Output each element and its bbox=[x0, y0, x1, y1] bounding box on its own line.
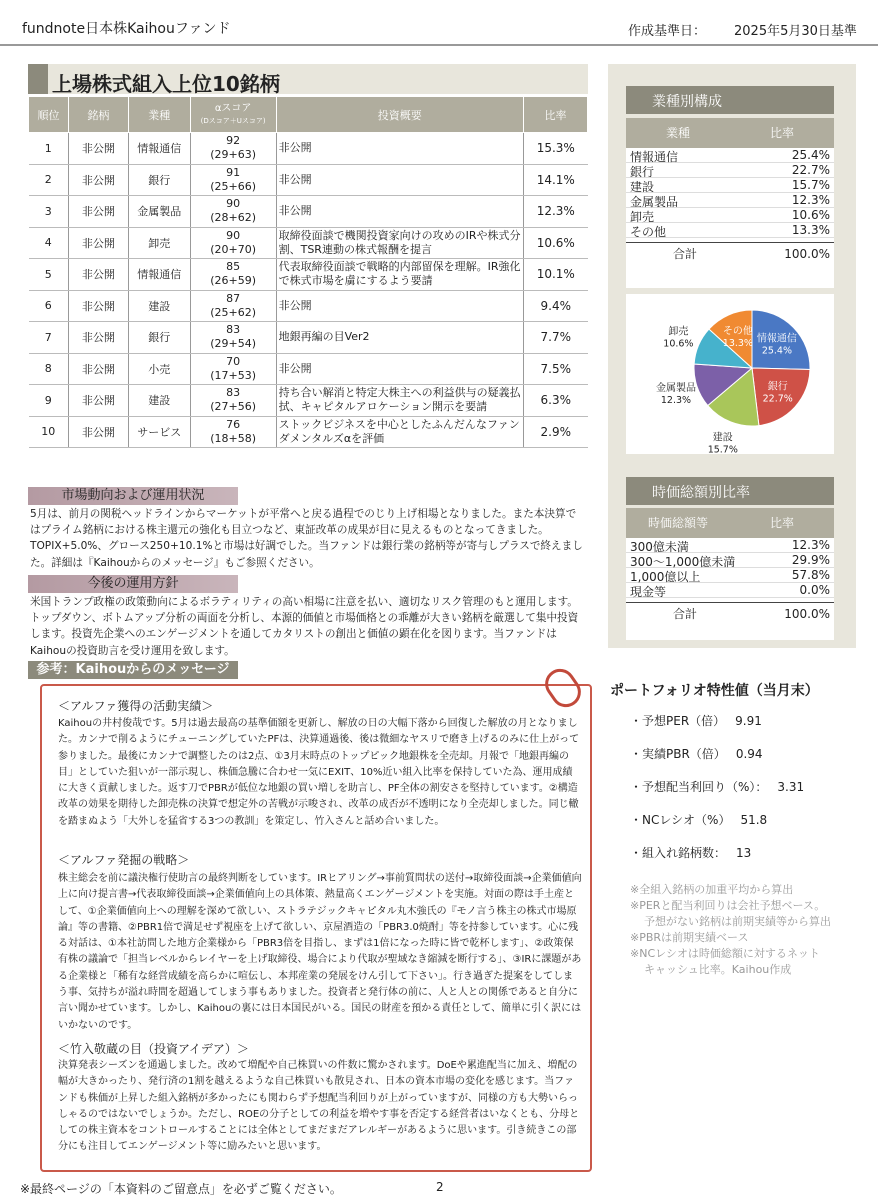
cell-sector: 建設 bbox=[128, 385, 190, 417]
cell-summary: 非公開 bbox=[276, 196, 523, 228]
cell-rank: 10 bbox=[29, 416, 69, 448]
cell-rank: 3 bbox=[29, 196, 69, 228]
score-total: 92 bbox=[226, 134, 241, 148]
cell-rank: 6 bbox=[29, 290, 69, 322]
portfolio-item-label: ・組入れ銘柄数： bbox=[630, 846, 727, 860]
cell-rank: 5 bbox=[29, 259, 69, 291]
cell-ratio: 7.5% bbox=[524, 353, 588, 385]
message-s2-text: 株主総会を前に議決権行使助言の最終判断をしています。IRヒアリング→事前質問状の送付→取締役面談→企業価値向上に向け提言書→代表取締役面談→企業価値向上の具体策、熱量高くエンゲージメントを実施。対面の際は手土産として、①企業価値向上への理解を深めて欲しい、ストラテジックキャピタル丸木強氏の『モノ言う株主の株式市場原論』等の書籍、②PBR1倍で満足せず視座を上げて欲しい、京屋酒造の「PBR3.0焼酎」等を持参しています。心に残る対話は、①本社訪問した地方企業様から「PBR3倍を目指し、まずは1倍になった時に皆で乾杯します」、②政策保有株の議論で「担当レベルからレイヤーを上げ取締役、場合により代取が聖域なき縮減を断行する」、③IRに課題がある企業様と「稀有な経営成績を高らかに喧伝し、本邦産業の発展をけん引して下さい」。行き過ぎた提案をしてしまう事、気持ちが溢れ時間を超過してしまう事もありました。投資者と発行体の前に、人と人との関係であると自分に言い聞かせています。しかし、Kaihouの裏には日本国民がいる。国民の財産を預かる責任として、簡単に引く訳にはいかないのです。 bbox=[58, 873, 582, 1031]
sector-row bbox=[626, 193, 834, 208]
sector-row bbox=[626, 148, 834, 163]
col-ratio: 比率 bbox=[524, 97, 588, 133]
mcap-title: 時価総額別比率 bbox=[652, 485, 750, 501]
portfolio-note: ※全組入銘柄の加重平均から算出 bbox=[630, 883, 794, 896]
message-s1-text: Kaihouの井村俊哉です。5月は過去最高の基準価額を更新し、解放の日の大幅下落から回復した解放の月となりました。カンナで削るようにチューニングしていたPFは、決算通過後、後は微細なヤスリで磨き上げるのみに仕上がって参りました。最後にカンナで調整したのは2点、①3月末時点のトップピック地銀株を全売却。月報で「地銀再編の目」としていた狙いが一部示現し、株価急騰に合わせ一気にEXIT、10%近い組入比率を保持していた為、運用成績に大きく貢献しました。返す刀でPBRが低位な地銀の買い増しを助言し、PF全体の割安さを堅持しています。②構造改革の効果を期待した卸売株の決算で想定外の苦戦が示唆され、改革の成否が不透明になり全売却しました。同じ轍を踏まぬよう「大外しを猛省する3つの教訓」を策定し、竹入さんと話め合いました。 bbox=[58, 718, 580, 827]
sector-row-name: 情報通信 bbox=[630, 150, 679, 164]
top10-title: 上場株式組入上位10銘柄 bbox=[52, 72, 280, 96]
cell-ratio: 15.3% bbox=[524, 133, 588, 165]
sector-row bbox=[626, 223, 834, 238]
sector-row-ratio: 13.3% bbox=[791, 223, 830, 237]
cell-name: 非公開 bbox=[68, 227, 128, 259]
score-breakdown: (27+56) bbox=[210, 400, 257, 414]
mcap-row bbox=[626, 568, 834, 583]
mcap-table-head bbox=[626, 508, 834, 538]
pie-category-label: 卸売 bbox=[668, 326, 689, 338]
portfolio-note: 予想がない銘柄は前期実績等から算出 bbox=[644, 915, 831, 928]
cell-name: 非公開 bbox=[68, 133, 128, 165]
mcap-row-ratio: 57.8% bbox=[791, 568, 830, 582]
page-number: 2 bbox=[436, 1180, 444, 1194]
sector-rows bbox=[626, 148, 834, 238]
cell-ratio: 10.1% bbox=[524, 259, 588, 291]
col-name: 銘柄 bbox=[68, 97, 128, 133]
cell-ratio: 10.6% bbox=[524, 227, 588, 259]
message-s2-title: ＜アルファ発掘の戦略＞ bbox=[58, 853, 190, 867]
portfolio-item-label: ・NCレシオ（%） bbox=[630, 813, 731, 827]
mcap-col-ratio: 比率 bbox=[769, 516, 794, 530]
mcap-total-row bbox=[626, 602, 834, 624]
cell-score bbox=[190, 164, 276, 196]
portfolio-item-label: ・予想配当利回り（%）： bbox=[630, 780, 768, 794]
portfolio-note: キャッシュ比率。Kaihou作成 bbox=[644, 963, 792, 976]
portfolio-item-value: 51.8 bbox=[740, 813, 768, 827]
score-breakdown: (20+70) bbox=[210, 242, 257, 256]
cell-ratio: 2.9% bbox=[524, 416, 588, 448]
portfolio-title: ポートフォリオ特性値（当月末） bbox=[610, 683, 819, 699]
market-label: 市場動向および運用状況 bbox=[28, 487, 238, 505]
cell-rank: 4 bbox=[29, 227, 69, 259]
date-value: 2025年5月30日基準 bbox=[734, 24, 857, 39]
cell-name: 非公開 bbox=[68, 290, 128, 322]
sector-row-ratio: 12.3% bbox=[791, 193, 830, 207]
pie-category-label: 建設 bbox=[712, 432, 733, 444]
score-total: 76 bbox=[226, 417, 241, 431]
cell-name: 非公開 bbox=[68, 416, 128, 448]
mcap-total-label: 合計 bbox=[672, 607, 697, 621]
sector-total-label: 合計 bbox=[672, 247, 697, 261]
col-alpha-label: αスコア bbox=[214, 102, 252, 114]
cell-name: 非公開 bbox=[68, 164, 128, 196]
cell-name: 非公開 bbox=[68, 322, 128, 354]
date-label: 作成基準日： bbox=[628, 24, 707, 39]
score-total: 83 bbox=[226, 323, 241, 337]
portfolio-item-value: 3.31 bbox=[777, 780, 805, 794]
score-total: 83 bbox=[226, 386, 241, 400]
score-total: 90 bbox=[226, 228, 241, 242]
pie-value-label: 12.3% bbox=[660, 394, 692, 406]
cell-summary: 地銀再編の目Ver2 bbox=[276, 322, 523, 354]
sector-total-value: 100.0% bbox=[784, 247, 830, 261]
mcap-total-value: 100.0% bbox=[784, 607, 830, 621]
top10-row bbox=[29, 290, 588, 322]
cell-rank: 9 bbox=[29, 385, 69, 417]
score-breakdown: (25+62) bbox=[210, 305, 257, 319]
score-breakdown: (18+58) bbox=[210, 431, 257, 445]
score-total: 90 bbox=[226, 197, 241, 211]
cell-name: 非公開 bbox=[68, 196, 128, 228]
cell-rank: 7 bbox=[29, 322, 69, 354]
portfolio-note: ※PERと配当利回りは会社予想ベース。 bbox=[630, 899, 826, 912]
pie-value-label: 22.7% bbox=[762, 393, 793, 405]
cell-name: 非公開 bbox=[68, 353, 128, 385]
top10-row bbox=[29, 259, 588, 291]
cell-sector: 卸売 bbox=[128, 227, 190, 259]
cell-summary: 非公開 bbox=[276, 353, 523, 385]
top10-row bbox=[29, 196, 588, 228]
cell-summary: 非公開 bbox=[276, 164, 523, 196]
cell-ratio: 7.7% bbox=[524, 322, 588, 354]
cell-score bbox=[190, 322, 276, 354]
cell-ratio: 9.4% bbox=[524, 290, 588, 322]
portfolio-item bbox=[630, 811, 767, 828]
cell-ratio: 6.3% bbox=[524, 385, 588, 417]
cell-ratio: 12.3% bbox=[524, 196, 588, 228]
message-s3-text: 決算発表シーズンを通過しました。改めて増配や自己株買いの件数に驚かされます。DoEや累進配当に加え、増配の幅が大きかったり、発行済の1割を越えるような自己株買いも散見され、日本の資本市場の変化を感じます。当ファンドも株価が上昇した組入銘柄が多かったにも関わらず予想配当利回りが上がっていますが、同様の方も大勢いらっしゃるのではないでしょうか。ただし、ROEの分子としての利益を増やす事を否定する経営者はいなくとも、分母としての株主資本をコントロールすることには全体としてまだまだアレルギーがあるように思います。引き続きこの部分にも注目してエンゲージメント等に励みたいと思います。 bbox=[58, 1060, 580, 1153]
pie-category-label: その他 bbox=[722, 326, 753, 338]
cell-sector: 金属製品 bbox=[128, 196, 190, 228]
cell-score bbox=[190, 353, 276, 385]
cell-score bbox=[190, 196, 276, 228]
mcap-rows bbox=[626, 538, 834, 598]
col-alpha bbox=[190, 97, 276, 133]
cell-score bbox=[190, 385, 276, 417]
portfolio-item-label: ・予想PER（倍） bbox=[630, 714, 726, 728]
top10-row bbox=[29, 385, 588, 417]
sector-row-ratio: 10.6% bbox=[791, 208, 830, 222]
cell-score bbox=[190, 133, 276, 165]
pie-category-label: 金属製品 bbox=[655, 382, 696, 394]
cell-score bbox=[190, 227, 276, 259]
portfolio-notes bbox=[630, 882, 870, 978]
score-breakdown: (25+66) bbox=[210, 179, 257, 193]
cell-summary: 代表取締役面談で戦略的内部留保を理解。IR強化で株式市場を虜にするよう要請 bbox=[276, 259, 523, 291]
portfolio-item-label: ・実績PBR（倍） bbox=[630, 747, 726, 761]
score-total: 91 bbox=[226, 165, 241, 179]
sector-row bbox=[626, 163, 834, 178]
cell-sector: 銀行 bbox=[128, 164, 190, 196]
market-text: 5月は、前月の関税ヘッドラインからマーケットが平常へと戻る過程でのじり上げ相場となりました。また本決算ではプライム銘柄における株主還元の強化も目立つなど、東証改革の成果が目に見えるものとなってきました。TOPIX+5.0%、グロース250+10.1%と市場は好調でした。当ファンドは銀行業の銘柄等が寄与しプラスで終えました。詳細は『Kaihouからのメッセージ』もご参照ください。 bbox=[30, 508, 583, 569]
portfolio-item bbox=[630, 778, 804, 795]
pie-category-label: 情報通信 bbox=[756, 333, 797, 345]
top10-row bbox=[29, 322, 588, 354]
title-accent bbox=[28, 64, 48, 94]
mcap-table bbox=[626, 508, 834, 640]
message-s3-title: ＜竹入敬蔵の目（投資アイデア）＞ bbox=[58, 1042, 249, 1056]
cell-ratio: 14.1% bbox=[524, 164, 588, 196]
sector-row-ratio: 15.7% bbox=[791, 178, 830, 192]
sector-row-name: 銀行 bbox=[630, 165, 655, 179]
portfolio-note: ※NCレシオは時価総額に対するネット bbox=[630, 947, 820, 960]
top10-row bbox=[29, 353, 588, 385]
mcap-row-name: 300億未満 bbox=[630, 540, 689, 554]
sector-row-name: その他 bbox=[630, 225, 667, 239]
pie-svg bbox=[626, 294, 834, 454]
score-breakdown: (17+53) bbox=[210, 368, 257, 382]
cell-score bbox=[190, 416, 276, 448]
sector-row-ratio: 22.7% bbox=[791, 163, 830, 177]
col-rank: 順位 bbox=[29, 97, 69, 133]
mcap-row-ratio: 29.9% bbox=[791, 553, 830, 567]
sector-table bbox=[626, 118, 834, 288]
score-total: 85 bbox=[226, 260, 241, 274]
portfolio-item-value: 13 bbox=[736, 846, 752, 860]
pie-value-label: 10.6% bbox=[663, 338, 694, 350]
mcap-row bbox=[626, 553, 834, 568]
sector-table-head bbox=[626, 118, 834, 148]
sector-row-name: 卸売 bbox=[630, 210, 655, 224]
score-breakdown: (28+62) bbox=[210, 211, 257, 225]
sector-row bbox=[626, 178, 834, 193]
mcap-col-name: 時価総額等 bbox=[647, 516, 708, 530]
sector-pie-chart bbox=[626, 294, 834, 454]
policy-text: 米国トランプ政権の政策動向によるボラティリティの高い相場に注意を払い、適切なリスク管理のもと運用します。トップダウン、ボトムアップ分析の両面を分析し、本源的価値と市場価格との乖離が大きい銘柄を厳選して集中投資します。投資先企業へのエンゲージメントを通してカタリストの創出と価値の顕在化を図ります。当ファンドはKaihouの投資助言を受け運用を致します。 bbox=[30, 596, 579, 657]
score-breakdown: (29+63) bbox=[210, 148, 257, 162]
mcap-row-name: 1,000億以上 bbox=[630, 570, 701, 584]
cell-name: 非公開 bbox=[68, 259, 128, 291]
col-summary: 投資概要 bbox=[276, 97, 523, 133]
cell-sector: 情報通信 bbox=[128, 133, 190, 165]
top10-row bbox=[29, 133, 588, 165]
sector-col-name: 業種 bbox=[665, 126, 690, 140]
cell-rank: 1 bbox=[29, 133, 69, 165]
score-breakdown: (26+59) bbox=[210, 274, 257, 288]
portfolio-item bbox=[630, 844, 751, 861]
cell-sector: 建設 bbox=[128, 290, 190, 322]
sector-total-row bbox=[626, 242, 834, 264]
cell-sector: 銀行 bbox=[128, 322, 190, 354]
cell-sector: サービス bbox=[128, 416, 190, 448]
cell-score bbox=[190, 259, 276, 291]
cell-summary: ストックビジネスを中心としたふんだんなファンダメンタルズαを評価 bbox=[276, 416, 523, 448]
sector-title: 業種別構成 bbox=[652, 94, 722, 110]
cell-summary: 非公開 bbox=[276, 290, 523, 322]
cell-score bbox=[190, 290, 276, 322]
pie-value-label: 25.4% bbox=[761, 345, 793, 357]
sector-row-name: 建設 bbox=[630, 180, 655, 194]
score-breakdown: (29+54) bbox=[210, 337, 257, 351]
mcap-row bbox=[626, 583, 834, 598]
mcap-row-ratio: 0.0% bbox=[799, 583, 830, 597]
fund-name: fundnote日本株Kaihouファンド bbox=[22, 21, 231, 37]
message-s1-title: ＜アルファ獲得の活動実績＞ bbox=[58, 699, 214, 713]
mcap-row-ratio: 12.3% bbox=[791, 538, 830, 552]
sector-row-name: 金属製品 bbox=[630, 195, 679, 209]
message-label: 参考：Kaihouからのメッセージ bbox=[28, 661, 238, 679]
top10-row bbox=[29, 227, 588, 259]
cell-rank: 8 bbox=[29, 353, 69, 385]
col-sector: 業種 bbox=[128, 97, 190, 133]
top10-row bbox=[29, 164, 588, 196]
portfolio-item-value: 9.91 bbox=[735, 714, 762, 728]
portfolio-item bbox=[630, 745, 763, 762]
mcap-row-name: 300～1,000億未満 bbox=[630, 555, 736, 569]
portfolio-item bbox=[630, 712, 762, 729]
cell-rank: 2 bbox=[29, 164, 69, 196]
score-total: 70 bbox=[226, 354, 241, 368]
page-header bbox=[0, 0, 878, 46]
score-total: 87 bbox=[226, 291, 241, 305]
col-alpha-sub: (Dスコア＋Uスコア) bbox=[200, 116, 266, 125]
cell-summary: 取締役面談で機関投資家向けの攻めのIRや株式分割、TSR連動の株式報酬を提言 bbox=[276, 227, 523, 259]
sector-row bbox=[626, 208, 834, 223]
top10-body bbox=[29, 133, 588, 448]
pie-category-label: 銀行 bbox=[767, 381, 788, 393]
cell-sector: 小売 bbox=[128, 353, 190, 385]
top10-row bbox=[29, 416, 588, 448]
cell-summary: 持ち合い解消と特定大株主への利益供与の疑義払拭、キャピタルアロケーション開示を要請 bbox=[276, 385, 523, 417]
mcap-row bbox=[626, 538, 834, 553]
sector-row-ratio: 25.4% bbox=[791, 148, 830, 162]
top10-table bbox=[28, 96, 588, 448]
cell-sector: 情報通信 bbox=[128, 259, 190, 291]
sector-col-ratio: 比率 bbox=[769, 126, 794, 140]
pie-value-label: 15.7% bbox=[707, 444, 738, 454]
pie-value-label: 13.3% bbox=[722, 338, 753, 350]
portfolio-note: ※PBRは前期実績ベース bbox=[630, 931, 749, 944]
policy-label: 今後の運用方針 bbox=[28, 575, 238, 593]
portfolio-item-value: 0.94 bbox=[735, 747, 763, 761]
cell-summary: 非公開 bbox=[276, 133, 523, 165]
mcap-row-name: 現金等 bbox=[630, 585, 667, 599]
footer-note: ※最終ページの「本資料のご留意点」を必ずご覧ください。 bbox=[20, 1182, 342, 1196]
cell-name: 非公開 bbox=[68, 385, 128, 417]
top10-header-row bbox=[29, 97, 588, 133]
